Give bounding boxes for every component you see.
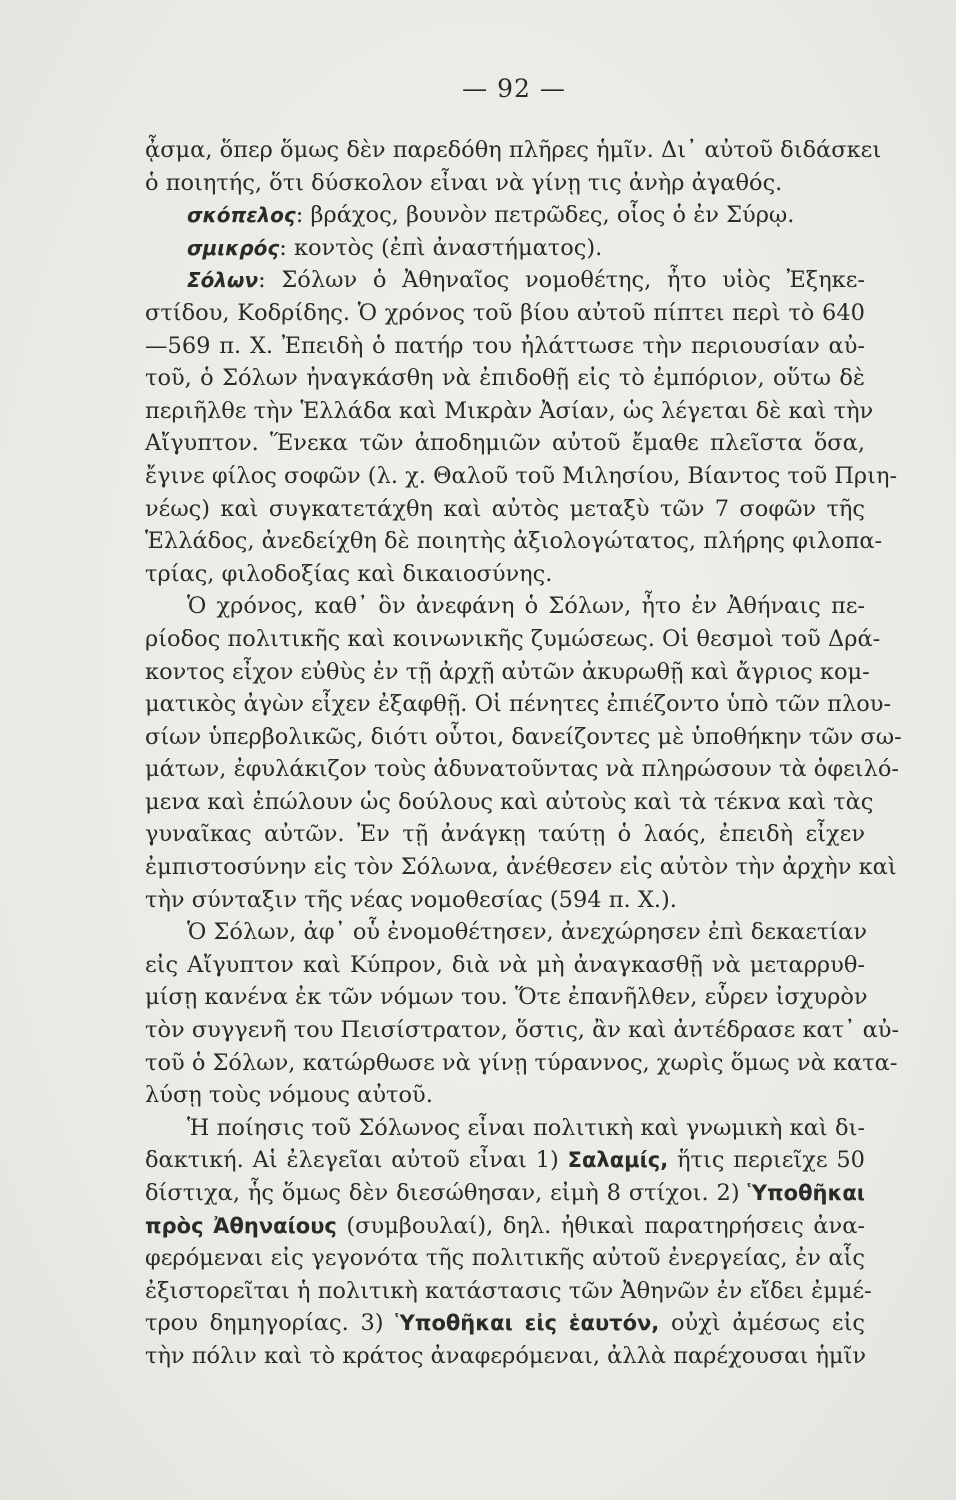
text-line: ἐμπιστοσύνην εἰς τὸν Σόλωνα, ἀνέθεσεν εἰς αὐτὸν τὴν ἀρχὴν καὶ xyxy=(145,854,897,881)
glossary-entry xyxy=(145,264,865,297)
text-run: ἥτις περιεῖχε 50 xyxy=(668,1147,865,1174)
text-line: τὸν συγγενῆ του Πεισίστρατον, ὅστις, ἂν καὶ ἀντέδρασε κατ᾽ αὐ- xyxy=(145,1017,900,1044)
text-line: γυναῖκας αὐτῶν. Ἐν τῇ ἀνάγκῃ ταύτῃ ὁ λαός, ἐπειδὴ εἶχεν xyxy=(145,821,865,848)
work-title-eis-heauton: Ὑποθῆκαι εἰς ἑαυτόν, xyxy=(395,1311,660,1336)
paragraph-start-line: Ἡ ποίησις τοῦ Σόλωνος εἶναι πολιτικὴ καὶ γνωμικὴ καὶ δι- xyxy=(187,1114,865,1141)
glossary-entry xyxy=(145,199,865,232)
work-title-salamis: Σαλαμίς, xyxy=(567,1148,669,1173)
text-line: λύσῃ τοὺς νόμους αὐτοῦ. xyxy=(145,1082,433,1109)
text-line: Αἴγυπτον. Ἕνεκα τῶν ἀποδημιῶν αὐτοῦ ἔμαθε πλεῖστα ὅσα, xyxy=(145,430,865,457)
text-line: τοῦ ὁ Σόλων, κατώρθωσε νὰ γίνῃ τύραννος, χωρὶς ὅμως νὰ κατα- xyxy=(145,1049,898,1076)
glossary-term: σμικρός xyxy=(187,235,280,260)
paragraph-start-line: Ὁ χρόνος, καθ᾽ ὃν ἀνεφάνη ὁ Σόλων, ἦτο ἐν Ἀθήναις πε- xyxy=(187,593,865,620)
text-run: δακτική. Αἱ ἐλεγεῖαι αὐτοῦ εἶναι 1) xyxy=(145,1147,568,1174)
text-run: οὐχὶ ἀμέσως εἰς xyxy=(659,1310,865,1337)
text-run: τρου δημηγορίας. 3) xyxy=(145,1310,396,1337)
body-text xyxy=(145,134,902,1373)
text-line: μάτων, ἐφυλάκιζον τοὺς ἀδυνατοῦντας νὰ πληρώσουν τὰ ὀφειλό- xyxy=(145,756,899,783)
paragraph-start-line: Ὁ Σόλων, ἀφ᾽ οὗ ἐνομοθέτησεν, ἀνεχώρησεν ἐπὶ δεκαετίαν xyxy=(187,919,868,946)
text-run: (συμβουλαί), δηλ. ἠθικαὶ παρατηρήσεις ἀνα- xyxy=(336,1212,865,1239)
glossary-term: Σόλων xyxy=(187,268,259,293)
text-line: ἔγινε φίλος σοφῶν (λ. χ. Θαλοῦ τοῦ Μιλησίου, Βίαντος τοῦ Πριη- xyxy=(145,462,898,489)
text-line xyxy=(145,1307,865,1340)
glossary-definition: : βράχος, βουνὸν πετρῶδες, οἷος ὁ ἐν Σύρῳ. xyxy=(295,202,795,229)
text-line: μίσῃ κανένα ἐκ τῶν νόμων του. Ὅτε ἐπανῆλθεν, εὗρεν ἰσχυρὸν xyxy=(145,984,868,1011)
glossary-definition: : κοντὸς (ἐπὶ ἀναστήματος). xyxy=(279,234,603,261)
text-line: μενα καὶ ἐπώλουν ὡς δούλους καὶ αὐτοὺς καὶ τὰ τέκνα καὶ τὰς xyxy=(145,788,874,815)
page-number: — 92 — xyxy=(462,74,566,103)
glossary-term: σκόπελος xyxy=(187,203,296,228)
text-line xyxy=(145,1177,865,1210)
text-line xyxy=(145,1210,865,1243)
text-line: τὴν πόλιν καὶ τὸ κράτος ἀναφερόμεναι, ἀλλὰ παρέχουσαι ἡμῖν xyxy=(145,1342,867,1369)
text-line: εἰς Αἴγυπτον καὶ Κύπρον, διὰ νὰ μὴ ἀναγκασθῇ νὰ μεταρρυθ- xyxy=(145,951,865,978)
text-line: ὁ ποιητής, ὅτι δύσκολον εἶναι νὰ γίνῃ τις ἀνὴρ ἀγαθός. xyxy=(145,169,783,196)
text-line: νέως) καὶ συγκατετάχθη καὶ αὐτὸς μεταξὺ τῶν 7 σοφῶν τῆς xyxy=(145,495,865,522)
text-line: τὴν σύνταξιν τῆς νέας νομοθεσίας (594 π. Χ.). xyxy=(145,886,677,913)
text-line: —569 π. Χ. Ἐπειδὴ ὁ πατήρ του ἠλάττωσε τὴν περιουσίαν αὐ- xyxy=(145,332,865,359)
text-line: Ἑλλάδος, ἀνεδείχθη δὲ ποιητὴς ἀξιολογώτατος, πλήρης φιλοπα- xyxy=(145,528,883,555)
text-line: ἐξιστορεῖται ἡ πολιτικὴ κατάστασις τῶν Ἀθηνῶν ἐν εἴδει ἐμμέ- xyxy=(145,1277,872,1304)
text-line: ᾆσμα, ὅπερ ὅμως δὲν παρεδόθη πλῆρες ἡμῖν. Δι᾽ αὐτοῦ διδάσκει xyxy=(145,137,882,163)
text-run: δίστιχα, ἧς ὅμως δὲν διεσώθησαν, εἰμὴ 8 στίχοι. 2) xyxy=(145,1180,748,1206)
text-line: περιῆλθε τὴν Ἑλλάδα καὶ Μικρὰν Ἀσίαν, ὡς λέγεται δὲ καὶ τὴν xyxy=(145,397,874,424)
text-line: τρίας, φιλοδοξίας καὶ δικαιοσύνης. xyxy=(145,560,553,587)
text-line: ρίοδος πολιτικῆς καὶ κοινωνικῆς ζυμώσεως. Οἱ θεσμοὶ τοῦ Δρά- xyxy=(145,625,881,652)
text-line: φερόμεναι εἰς γεγονότα τῆς πολιτικῆς αὐτοῦ ἐνεργείας, ἐν αἷς xyxy=(145,1245,865,1272)
text-line: τοῦ, ὁ Σόλων ἠναγκάσθη νὰ ἐπιδοθῇ εἰς τὸ ἐμπόριον, οὕτω δὲ xyxy=(145,365,865,392)
work-title-pros-athenaious: πρὸς Ἀθηναίους xyxy=(145,1213,337,1238)
text-line: κοντος εἶχον εὐθὺς ἐν τῇ ἀρχῇ αὐτῶν ἀκυρωθῇ καὶ ἄγριος κομ- xyxy=(145,658,870,685)
glossary-entry xyxy=(145,232,865,265)
work-title-hypothekai: Ὑποθῆκαι xyxy=(747,1181,865,1205)
text-line: στίδου, Κοδρίδης. Ὁ χρόνος τοῦ βίου αὐτοῦ πίπτει περὶ τὸ 640 xyxy=(145,299,865,326)
text-line xyxy=(145,1144,865,1177)
text-line: σίων ὑπερβολικῶς, διότι οὗτοι, δανείζοντες μὲ ὑποθήκην τῶν σω- xyxy=(145,723,902,750)
glossary-definition: : Σόλων ὁ Ἀθηναῖος νομοθέτης, ἦτο υἱὸς Ἐξηκε- xyxy=(258,267,865,294)
text-line: ματικὸς ἀγὼν εἶχεν ἐξαφθῇ. Οἱ πένητες ἐπιέζοντο ὑπὸ τῶν πλου- xyxy=(145,691,892,718)
